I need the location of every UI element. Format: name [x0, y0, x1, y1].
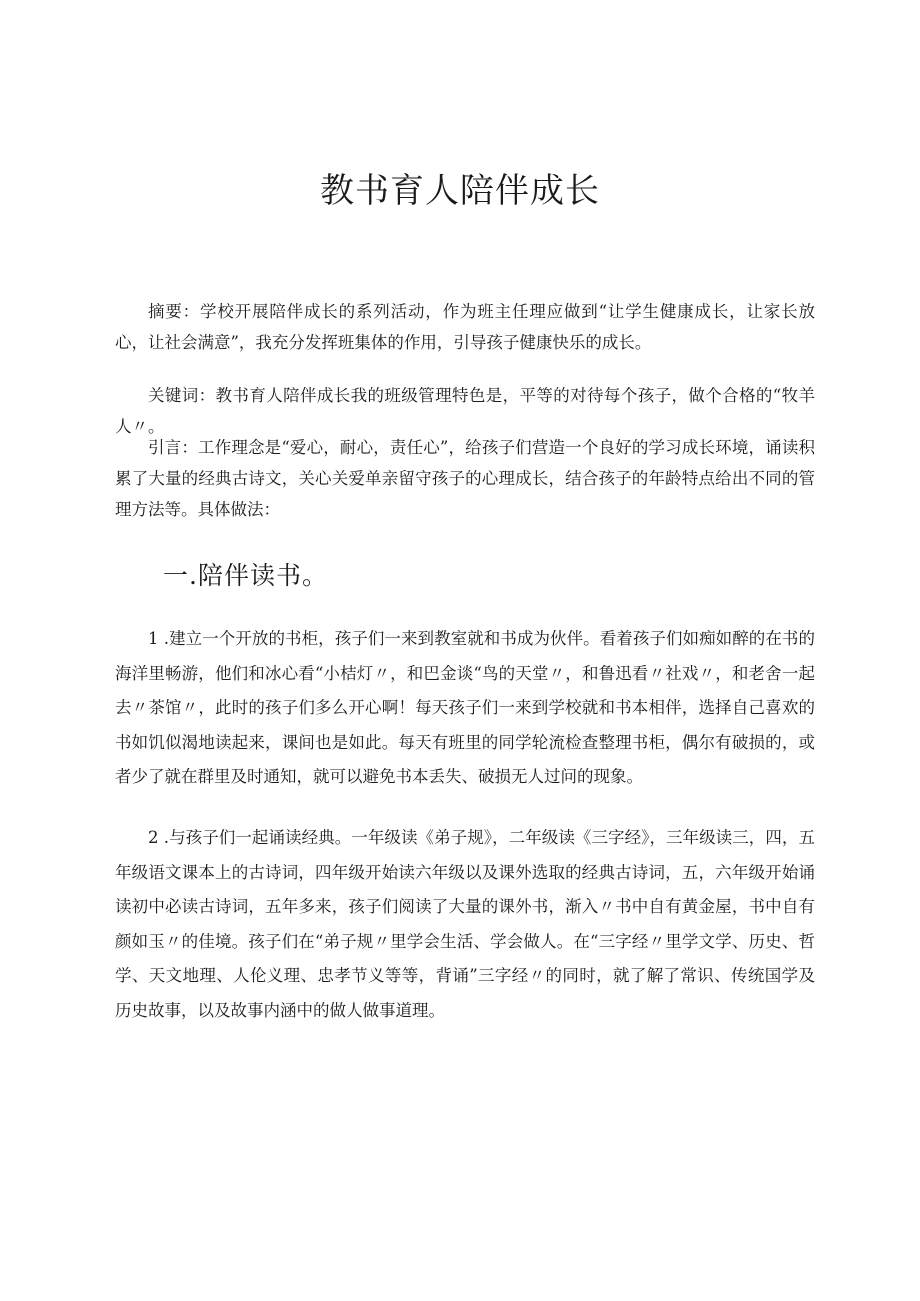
abstract-paragraph: 摘要：学校开展陪伴成长的系列活动，作为班主任理应做到“让学生健康成长，让家长放心，让社会满意”，我充分发挥班集体的作用，引导孩子健康快乐的成长。 — [115, 302, 815, 352]
introduction-paragraph: 引言：工作理念是“爱心，耐心，责任心”，给孩子们营造一个良好的学习成长环境，诵读积累了大量的经典古诗文，关心关爱单亲留守孩子的心理成长，结合孩子的年龄特点给出不同的管理方法等。具体做法： — [115, 438, 815, 519]
section-heading: 一.陪伴读书。 — [163, 561, 328, 590]
list-item-2: 2 .与孩子们一起诵读经典。一年级读《弟子规》，二年级读《三字经》，三年级读三，四，五年级语文课本上的古诗词，四年级开始读六年级以及课外选取的经典古诗词，五，六年级开始诵读初中必读古诗词，五年多来，孩子们阅读了大量的课外书，渐入〃书中自有黄金屋，书中自有颜如玉〃的佳境。孩子们在“弟子规〃里学会生活、学会做人。在“三字经〃里学文学、历史、哲学、天文地理、人伦义理、忠孝节义等等，背诵”三字经〃的同时，就了解了常识、传统国学及历史故事，以及故事内涵中的做人做事道理。 — [115, 828, 815, 1020]
list-item-1: 1 .建立一个开放的书柜，孩子们一来到教室就和书成为伙伴。看着孩子们如痴如醉的在书的海洋里畅游，他们和冰心看“小桔灯〃，和巴金谈“鸟的天堂〃，和鲁迅看〃社戏〃，和老舍一起去〃茶馆〃，此时的孩子们多么开心啊！每天孩子们一来到学校就和书本相伴，选择自己喜欢的书如饥似渴地读起来，课间也是如此。每天有班里的同学轮流检查整理书柜，偶尔有破损的，或者少了就在群里及时通知，就可以避免书本丢失、破损无人过问的现象。 — [115, 629, 815, 786]
keywords-paragraph: 关键词：教书育人陪伴成长我的班级管理特色是，平等的对待每个孩子，做个合格的“牧羊人〃。 — [115, 386, 815, 436]
page-title: 教书育人陪伴成长 — [320, 171, 600, 211]
